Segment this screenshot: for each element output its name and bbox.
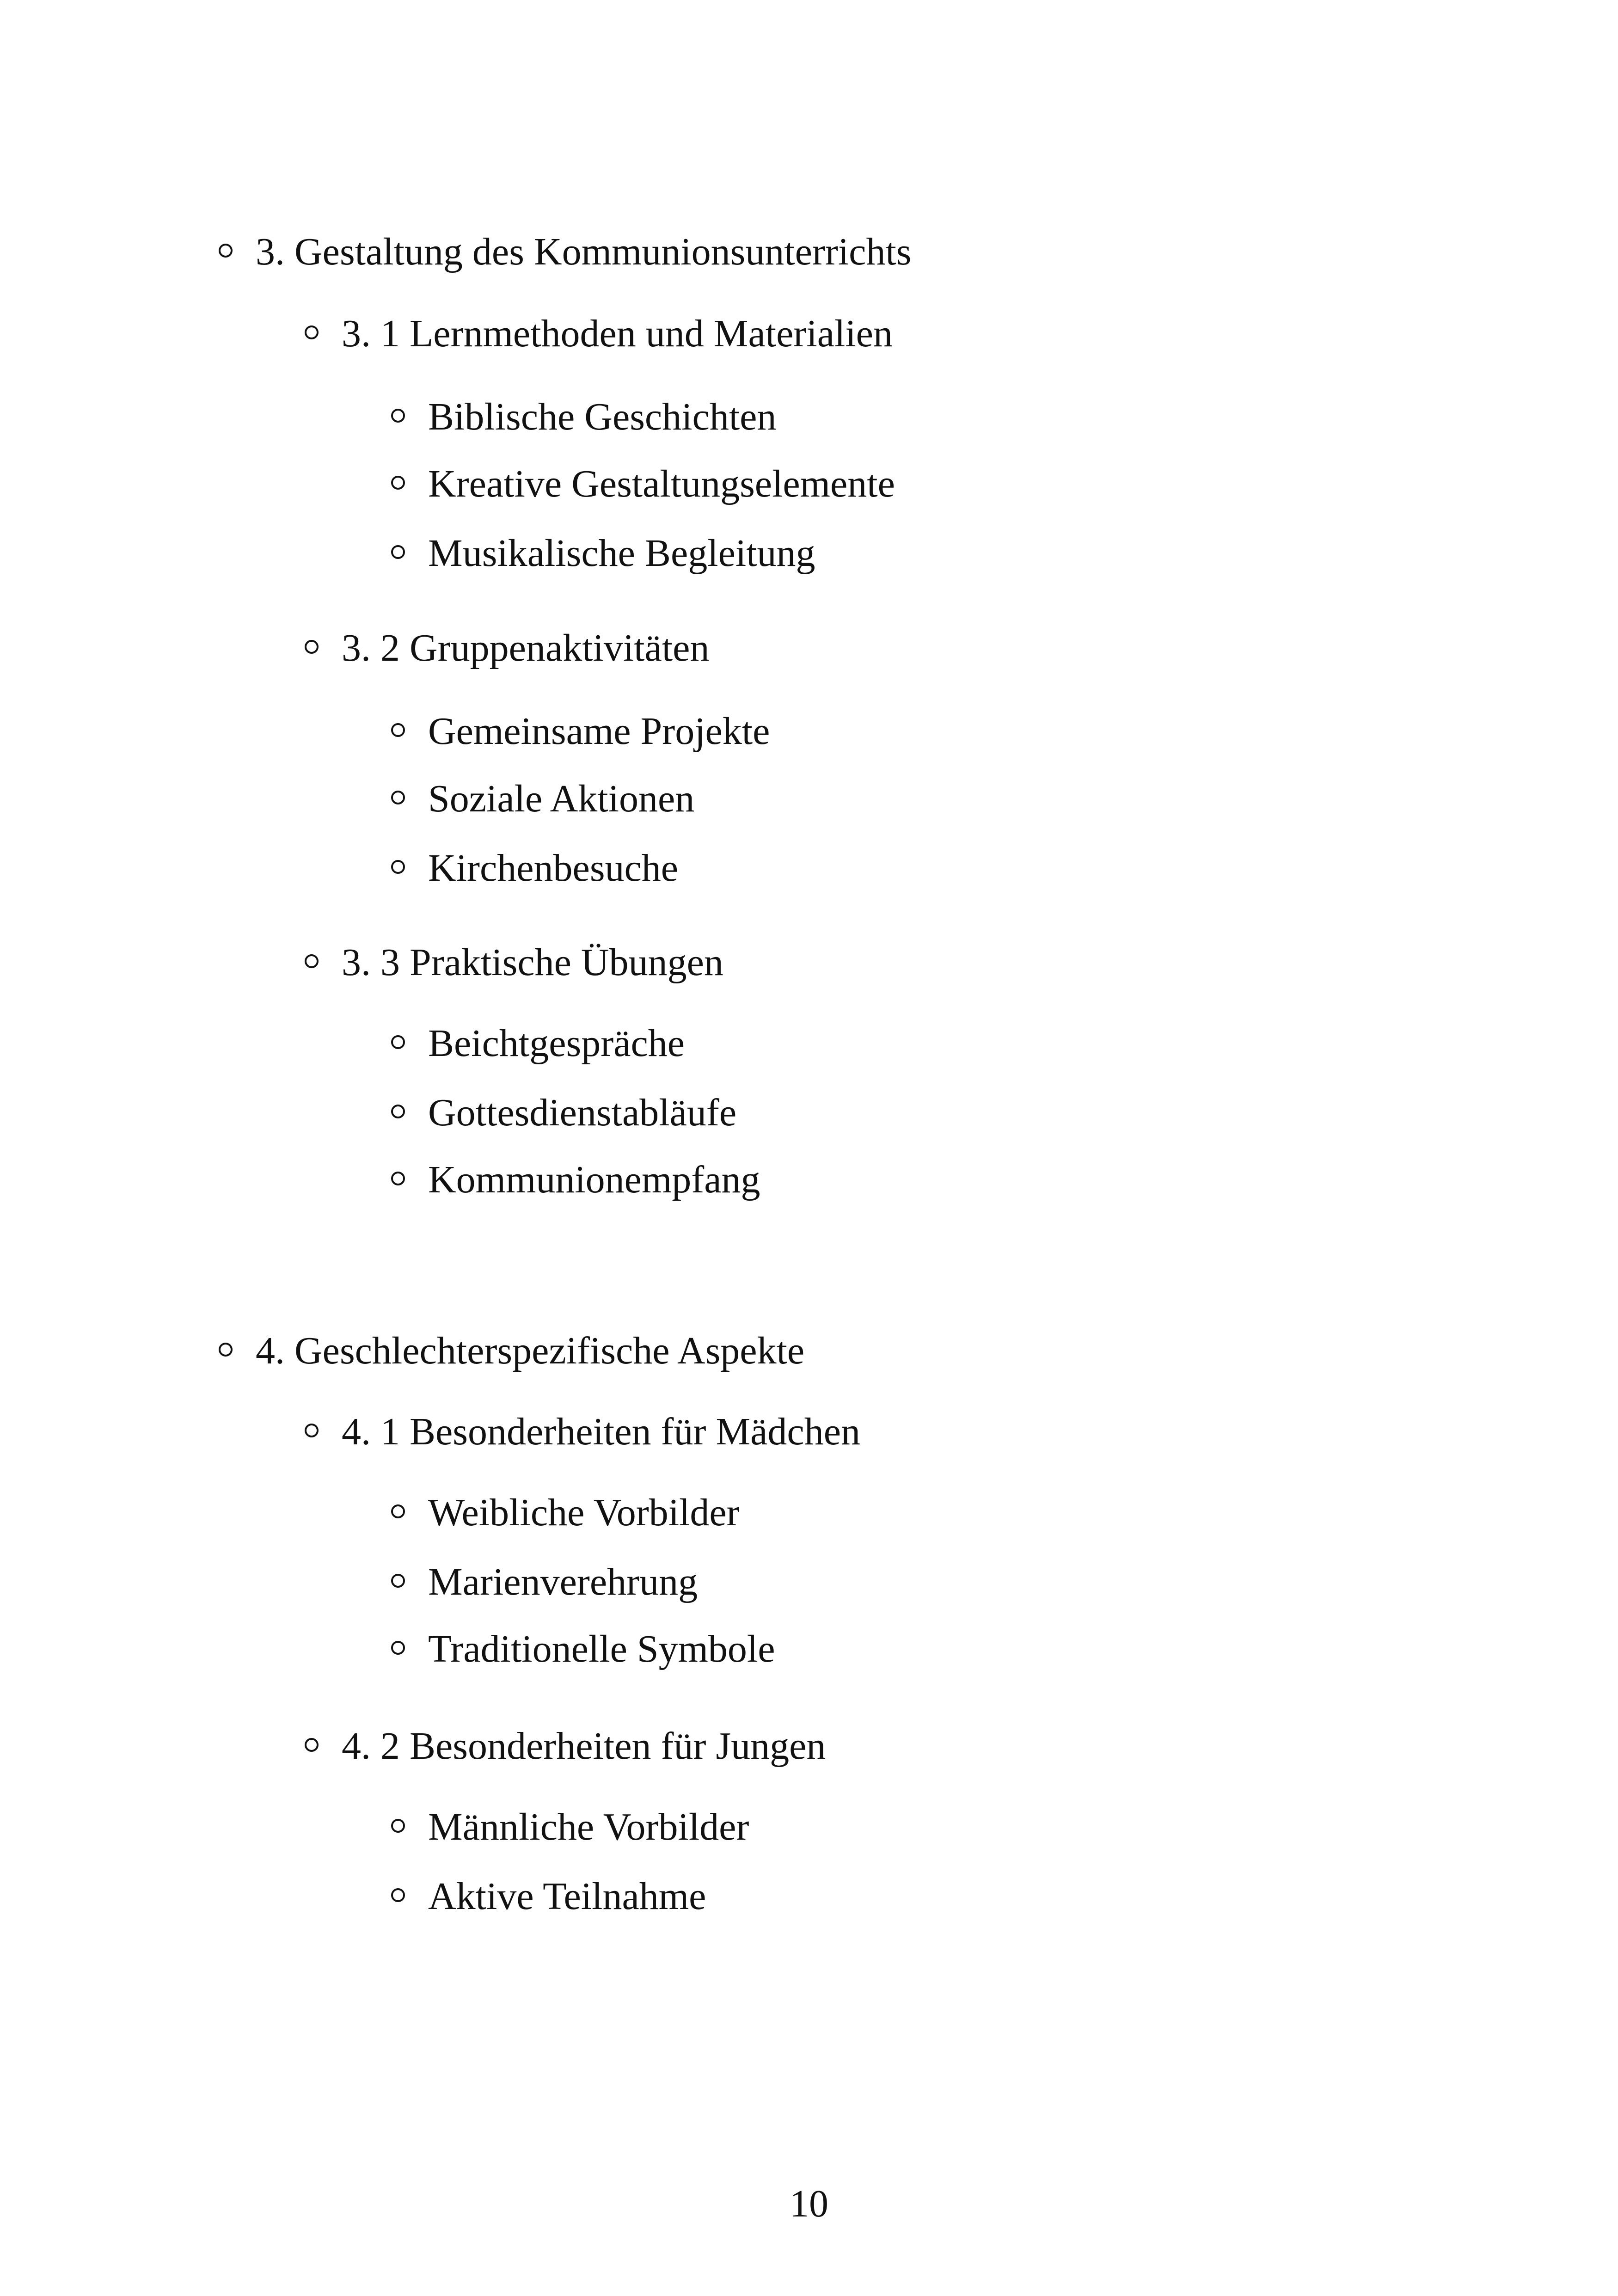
section-heading: 4. Geschlechterspezifische Aspekte	[256, 1329, 805, 1372]
subsection-heading: 4. 1 Besonderheiten für Mädchen	[342, 1410, 860, 1453]
list-item: Traditionelle Symbole	[428, 1627, 775, 1670]
circle-bullet-icon	[305, 325, 319, 339]
subsection-heading: 3. 3 Praktische Übungen	[342, 941, 723, 984]
list-item: Gottesdienstabläufe	[428, 1091, 737, 1134]
circle-bullet-icon	[305, 1738, 319, 1752]
circle-bullet-icon	[391, 1172, 405, 1185]
circle-bullet-icon	[219, 244, 233, 258]
circle-bullet-icon	[391, 1888, 405, 1902]
list-item: Kommunionempfang	[428, 1158, 760, 1201]
circle-bullet-icon	[391, 723, 405, 737]
subsection-heading: 3. 1 Lernmethoden und Materialien	[342, 312, 893, 355]
list-item: Musikalische Begleitung	[428, 532, 815, 575]
list-item: Biblische Geschichten	[428, 395, 777, 438]
subsection-heading: 4. 2 Besonderheiten für Jungen	[342, 1725, 826, 1768]
page-number: 10	[790, 2182, 828, 2225]
circle-bullet-icon	[391, 545, 405, 559]
circle-bullet-icon	[391, 1504, 405, 1518]
list-item: Weibliche Vorbilder	[428, 1491, 740, 1534]
list-item: Marienverehrung	[428, 1560, 698, 1603]
circle-bullet-icon	[391, 476, 405, 490]
circle-bullet-icon	[391, 1641, 405, 1655]
subsection-heading: 3. 2 Gruppenaktivitäten	[342, 626, 710, 669]
circle-bullet-icon	[305, 954, 319, 968]
list-item: Aktive Teilnahme	[428, 1875, 706, 1918]
circle-bullet-icon	[391, 409, 405, 423]
circle-bullet-icon	[391, 1035, 405, 1049]
circle-bullet-icon	[391, 860, 405, 874]
circle-bullet-icon	[219, 1343, 233, 1357]
list-item: Gemeinsame Projekte	[428, 710, 770, 753]
list-item: Kreative Gestaltungselemente	[428, 462, 895, 505]
list-item: Beichtgespräche	[428, 1022, 685, 1065]
section-heading: 3. Gestaltung des Kommunionsunterrichts	[256, 230, 912, 273]
circle-bullet-icon	[305, 1424, 319, 1437]
list-item: Kirchenbesuche	[428, 847, 679, 890]
list-item: Soziale Aktionen	[428, 777, 695, 820]
circle-bullet-icon	[391, 1819, 405, 1833]
circle-bullet-icon	[391, 1574, 405, 1588]
list-item: Männliche Vorbilder	[428, 1805, 749, 1848]
circle-bullet-icon	[391, 791, 405, 804]
circle-bullet-icon	[305, 640, 319, 654]
circle-bullet-icon	[391, 1105, 405, 1118]
